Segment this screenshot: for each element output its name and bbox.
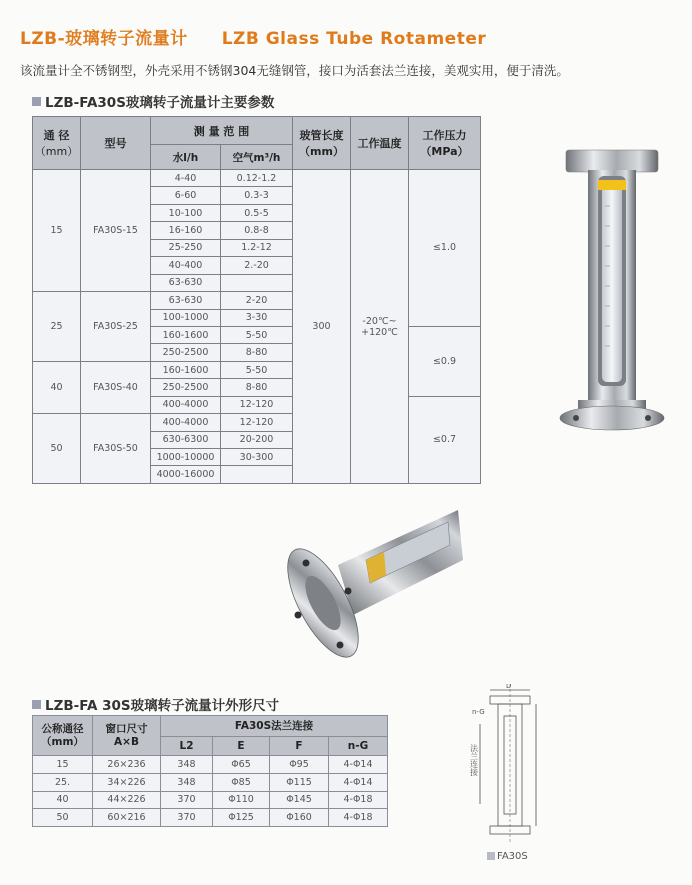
col-air: 空气m³/h: [221, 145, 293, 170]
col-flange: FA30S法兰连接: [161, 716, 388, 737]
cell-water: 10-100: [151, 204, 221, 221]
cell-dn: 15: [33, 170, 81, 292]
cell: Φ85: [213, 773, 270, 791]
cell-air: 8-80: [221, 379, 293, 396]
params-table: [32, 116, 481, 484]
cell-water: 63-630: [151, 274, 221, 291]
cell-pressure: ≤1.0: [409, 170, 481, 327]
title-en: LZB Glass Tube Rotameter: [221, 29, 487, 49]
section-marker-icon: [32, 97, 41, 106]
cell-model: FA30S-40: [81, 361, 151, 413]
cell-water: 40-400: [151, 257, 221, 274]
cell: 370: [161, 791, 213, 809]
cell-water: 1000-10000: [151, 449, 221, 466]
table-row: [33, 756, 388, 774]
cell-pressure: ≤0.7: [409, 396, 481, 483]
cell-water: 16-160: [151, 222, 221, 239]
cell-air: 12-120: [221, 396, 293, 413]
cell-water: 630-6300: [151, 431, 221, 448]
table-row: [33, 809, 388, 827]
cell-air: 0.12-1.2: [221, 170, 293, 187]
drawing-caption: [487, 851, 528, 862]
cell-air: 2-20: [221, 292, 293, 309]
table-header-row: [33, 117, 481, 145]
intro-text: 该流量计全不锈钢型，外壳采用不锈钢304无缝钢管，接口为活套法兰连接，美观实用，便于清洗。: [20, 63, 569, 78]
cell-water: 250-2500: [151, 344, 221, 361]
cell: 25.: [33, 773, 93, 791]
caption-marker-icon: [487, 852, 495, 860]
dimension-drawing: [470, 684, 550, 846]
cell: 60×216: [93, 809, 161, 827]
cell-air: 20-200: [221, 431, 293, 448]
cell: 348: [161, 756, 213, 774]
cell-air: [221, 466, 293, 484]
cell-water: 400-4000: [151, 414, 221, 431]
cell-air: 2.-20: [221, 257, 293, 274]
cell: Φ110: [213, 791, 270, 809]
col-tube-length: 玻管长度 （mm）: [293, 117, 351, 170]
cell-pressure: ≤0.9: [409, 326, 481, 396]
cell-water: 63-630: [151, 292, 221, 309]
label-d: D: [506, 684, 512, 690]
dims-table: [32, 715, 388, 827]
col-diameter: 通 径 （mm）: [33, 117, 81, 170]
cell-temp: -20℃~ +120℃: [351, 170, 409, 484]
col-water: 水l/h: [151, 145, 221, 170]
cell-air: 8-80: [221, 344, 293, 361]
table-row: [33, 170, 481, 187]
cell-water: 25-250: [151, 239, 221, 256]
cell: Φ65: [213, 756, 270, 774]
dims-heading: [32, 694, 279, 714]
cell: 348: [161, 773, 213, 791]
cell: 26×236: [93, 756, 161, 774]
cell: 4-Φ14: [329, 756, 388, 774]
section-marker-icon: [32, 700, 41, 709]
cell: 4-Φ18: [329, 791, 388, 809]
cell-air: 0.3-3: [221, 187, 293, 204]
cell-dn: 50: [33, 414, 81, 484]
cell-air: 30-300: [221, 449, 293, 466]
label-ng: n-G: [472, 708, 485, 716]
cell-air: [221, 274, 293, 291]
table-row: [33, 773, 388, 791]
cell-water: 4000-16000: [151, 466, 221, 484]
page-title: [20, 24, 486, 49]
cell: 44×226: [93, 791, 161, 809]
cell: 40: [33, 791, 93, 809]
col-f: F: [270, 737, 329, 756]
col-ng: n-G: [329, 737, 388, 756]
label-flange: 法兰连接: [470, 744, 479, 776]
cell-water: 400-4000: [151, 396, 221, 413]
cell-water: 250-2500: [151, 379, 221, 396]
cell-air: 0.8-8: [221, 222, 293, 239]
cell: 4-Φ14: [329, 773, 388, 791]
cell: 50: [33, 809, 93, 827]
table-row: [33, 791, 388, 809]
rotameter-vertical-image: [548, 146, 678, 436]
rotameter-angled-image: [278, 505, 463, 670]
cell: Φ125: [213, 809, 270, 827]
cell: 34×226: [93, 773, 161, 791]
cell-water: 4-40: [151, 170, 221, 187]
cell-water: 160-1600: [151, 326, 221, 343]
cell: Φ160: [270, 809, 329, 827]
cell: Φ95: [270, 756, 329, 774]
params-heading-text: LZB-FA30S玻璃转子流量计主要参数: [45, 95, 275, 111]
cell: 4-Φ18: [329, 809, 388, 827]
cell: 15: [33, 756, 93, 774]
cell-air: 5-50: [221, 326, 293, 343]
cell-air: 0.5-5: [221, 204, 293, 221]
col-pressure: 工作压力 （MPa）: [409, 117, 481, 170]
table-header-row: [33, 716, 388, 737]
cell-tube-length: 300: [293, 170, 351, 484]
cell-water: 6-60: [151, 187, 221, 204]
cell-model: FA30S-15: [81, 170, 151, 292]
cell-model: FA30S-25: [81, 292, 151, 362]
cell-air: 12-120: [221, 414, 293, 431]
col-dn: 公称通径 （mm）: [33, 716, 93, 756]
cell: 370: [161, 809, 213, 827]
cell-air: 5-50: [221, 361, 293, 378]
cell-water: 100-1000: [151, 309, 221, 326]
title-cn: LZB-玻璃转子流量计: [20, 29, 188, 49]
cell: Φ115: [270, 773, 329, 791]
col-range: 测 量 范 围: [151, 117, 293, 145]
col-model: 型号: [81, 117, 151, 170]
col-window: 窗口尺寸 A×B: [93, 716, 161, 756]
col-l2: L2: [161, 737, 213, 756]
cell-dn: 40: [33, 361, 81, 413]
col-temp: 工作温度: [351, 117, 409, 170]
col-e: E: [213, 737, 270, 756]
cell-water: 160-1600: [151, 361, 221, 378]
dims-heading-text: LZB-FA 30S玻璃转子流量计外形尺寸: [45, 698, 280, 714]
cell: Φ145: [270, 791, 329, 809]
params-heading: [32, 91, 274, 111]
cell-air: 1.2-12: [221, 239, 293, 256]
cell-air: 3-30: [221, 309, 293, 326]
cell-model: FA30S-50: [81, 414, 151, 484]
caption-text: FA30S: [497, 851, 528, 862]
cell-dn: 25: [33, 292, 81, 362]
